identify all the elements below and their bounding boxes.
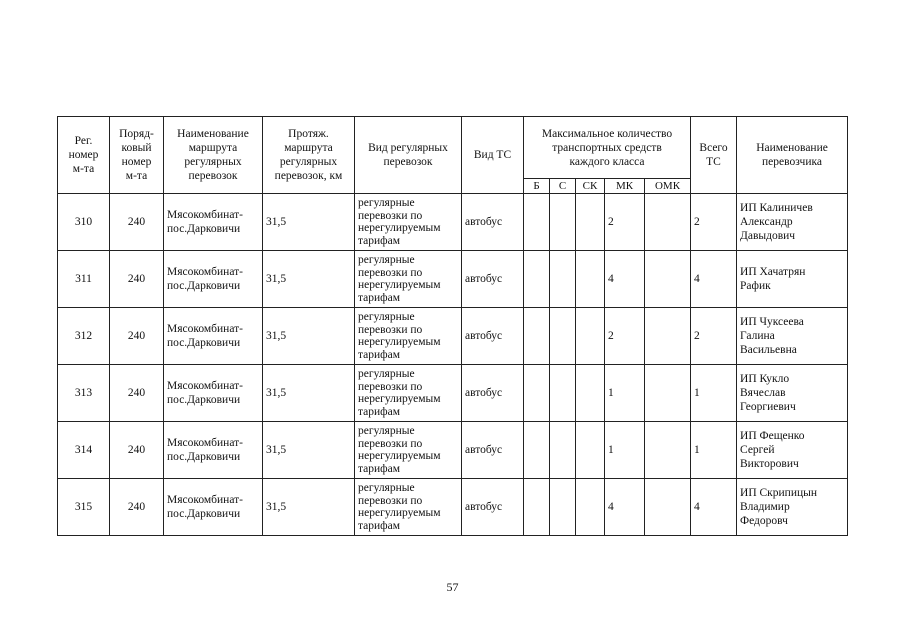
cell-carrier-name: ИП Хачатрян Рафик [737, 251, 848, 308]
cell-class-s [550, 422, 576, 479]
header-class-sk: СК [576, 179, 605, 194]
cell-order-number: 240 [110, 308, 164, 365]
header-carrier-name: Наименование перевозчика [737, 117, 848, 194]
cell-total-vehicles: 1 [691, 365, 737, 422]
cell-transport-kind: регулярные перевозки по нерегулируемым тарифам [355, 194, 462, 251]
cell-transport-kind: регулярные перевозки по нерегулируемым тарифам [355, 251, 462, 308]
header-class-b: Б [524, 179, 550, 194]
cell-class-mk: 4 [605, 479, 645, 536]
cell-class-sk [576, 194, 605, 251]
cell-class-s [550, 479, 576, 536]
cell-class-s [550, 251, 576, 308]
cell-class-mk: 1 [605, 422, 645, 479]
cell-vehicle-type: автобус [462, 194, 524, 251]
cell-total-vehicles: 4 [691, 479, 737, 536]
cell-carrier-name: ИП Кукло Вячеслав Георгиевич [737, 365, 848, 422]
cell-class-omk [645, 251, 691, 308]
cell-transport-kind: регулярные перевозки по нерегулируемым тарифам [355, 308, 462, 365]
cell-vehicle-type: автобус [462, 365, 524, 422]
cell-class-omk [645, 479, 691, 536]
cell-vehicle-type: автобус [462, 422, 524, 479]
cell-route-length: 31,5 [263, 479, 355, 536]
cell-class-b [524, 194, 550, 251]
cell-route-length: 31,5 [263, 194, 355, 251]
table-row [58, 422, 848, 479]
cell-class-s [550, 194, 576, 251]
cell-transport-kind: регулярные перевозки по нерегулируемым тарифам [355, 365, 462, 422]
cell-class-sk [576, 308, 605, 365]
cell-order-number: 240 [110, 479, 164, 536]
cell-class-s [550, 365, 576, 422]
header-max-vehicles: Максимальное количество транспортных средств каждого класса [524, 117, 691, 179]
cell-order-number: 240 [110, 365, 164, 422]
cell-reg-number: 313 [58, 365, 110, 422]
cell-class-b [524, 365, 550, 422]
header-class-mk: МК [605, 179, 645, 194]
cell-class-omk [645, 194, 691, 251]
cell-class-mk: 1 [605, 365, 645, 422]
cell-carrier-name: ИП Чуксеева Галина Васильевна [737, 308, 848, 365]
cell-class-s [550, 308, 576, 365]
cell-carrier-name: ИП Скрипицын Владимир Федоровч [737, 479, 848, 536]
table-row [58, 194, 848, 251]
cell-class-mk: 2 [605, 194, 645, 251]
cell-order-number: 240 [110, 194, 164, 251]
cell-carrier-name: ИП Фещенко Сергей Викторович [737, 422, 848, 479]
cell-reg-number: 311 [58, 251, 110, 308]
cell-class-omk [645, 365, 691, 422]
cell-reg-number: 310 [58, 194, 110, 251]
header-row [58, 117, 848, 179]
header-order-number: Поряд- ковый номер м-та [110, 117, 164, 194]
header-reg-number: Рег. номер м-та [58, 117, 110, 194]
cell-class-sk [576, 365, 605, 422]
cell-reg-number: 315 [58, 479, 110, 536]
cell-carrier-name: ИП Калиничев Александр Давыдович [737, 194, 848, 251]
header-class-omk: ОМК [645, 179, 691, 194]
cell-total-vehicles: 2 [691, 308, 737, 365]
cell-total-vehicles: 2 [691, 194, 737, 251]
cell-route-length: 31,5 [263, 251, 355, 308]
header-transport-kind: Вид регулярных перевозок [355, 117, 462, 194]
cell-class-sk [576, 251, 605, 308]
header-class-s: С [550, 179, 576, 194]
table-row [58, 479, 848, 536]
cell-class-sk [576, 479, 605, 536]
cell-vehicle-type: автобус [462, 479, 524, 536]
header-route-name: Наименование маршрута регулярных перевозок [164, 117, 263, 194]
cell-route-name: Мясокомбинат- пос.Дарковичи [164, 479, 263, 536]
cell-class-omk [645, 422, 691, 479]
cell-route-name: Мясокомбинат- пос.Дарковичи [164, 365, 263, 422]
routes-table [57, 116, 848, 536]
cell-route-length: 31,5 [263, 365, 355, 422]
cell-route-name: Мясокомбинат- пос.Дарковичи [164, 194, 263, 251]
cell-total-vehicles: 4 [691, 251, 737, 308]
table-row [58, 308, 848, 365]
cell-class-omk [645, 308, 691, 365]
cell-class-b [524, 479, 550, 536]
cell-order-number: 240 [110, 251, 164, 308]
cell-order-number: 240 [110, 422, 164, 479]
cell-class-mk: 4 [605, 251, 645, 308]
cell-route-name: Мясокомбинат- пос.Дарковичи [164, 308, 263, 365]
cell-transport-kind: регулярные перевозки по нерегулируемым тарифам [355, 422, 462, 479]
cell-transport-kind: регулярные перевозки по нерегулируемым тарифам [355, 479, 462, 536]
cell-reg-number: 314 [58, 422, 110, 479]
cell-total-vehicles: 1 [691, 422, 737, 479]
cell-vehicle-type: автобус [462, 308, 524, 365]
cell-class-sk [576, 422, 605, 479]
cell-class-mk: 2 [605, 308, 645, 365]
cell-route-length: 31,5 [263, 308, 355, 365]
cell-class-b [524, 422, 550, 479]
header-vehicle-type: Вид ТС [462, 117, 524, 194]
table-row [58, 251, 848, 308]
header-route-length: Протяж. маршрута регулярных перевозок, км [263, 117, 355, 194]
cell-route-name: Мясокомбинат- пос.Дарковичи [164, 251, 263, 308]
cell-route-name: Мясокомбинат- пос.Дарковичи [164, 422, 263, 479]
header-total-vehicles: Всего ТС [691, 117, 737, 194]
cell-route-length: 31,5 [263, 422, 355, 479]
cell-class-b [524, 308, 550, 365]
cell-reg-number: 312 [58, 308, 110, 365]
table-row [58, 365, 848, 422]
cell-vehicle-type: автобус [462, 251, 524, 308]
cell-class-b [524, 251, 550, 308]
page-number: 57 [446, 580, 459, 594]
